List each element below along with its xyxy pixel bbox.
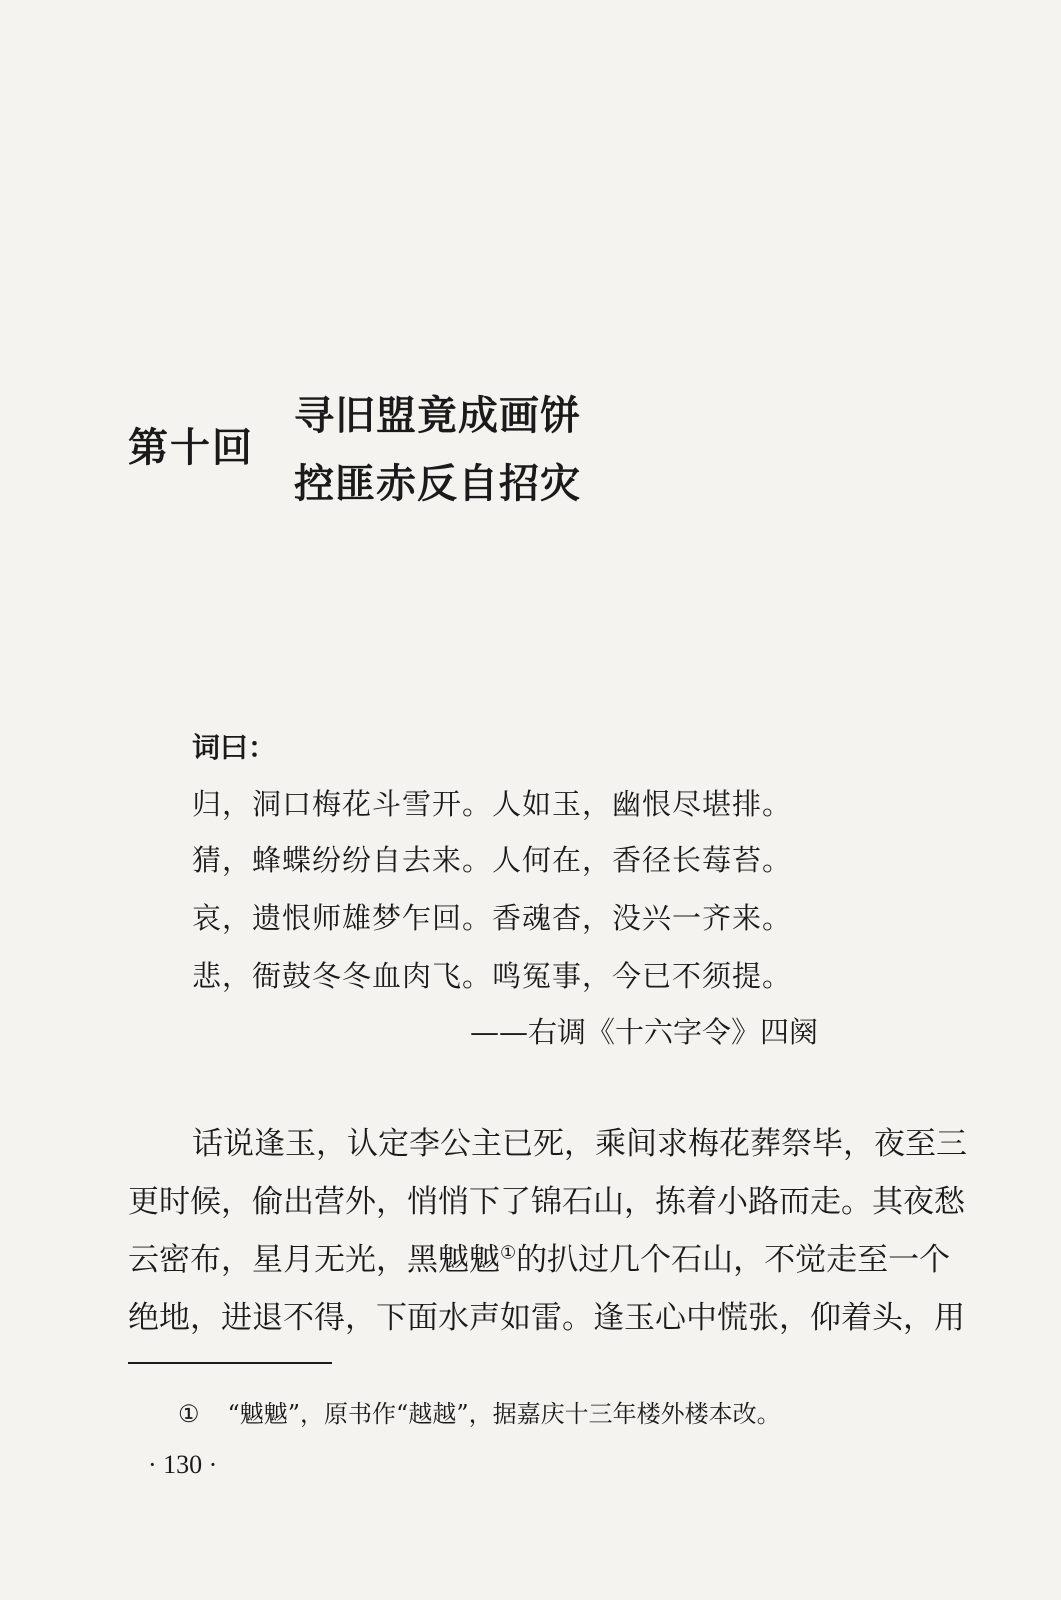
chapter-title-line-2: 控匪赤反自招灾	[294, 461, 581, 507]
prose-line	[128, 1240, 951, 1280]
prose-text: 云密布，星月无光，黑魆魆	[128, 1242, 500, 1278]
footnote-divider	[128, 1362, 332, 1364]
poem-line: 猜，蜂蝶纷纷自去来。人何在，香径长莓苔。	[192, 843, 793, 877]
chapter-title-line-1: 寻旧盟竟成画饼	[294, 393, 581, 439]
prose-line: 话说逢玉，认定李公主已死，乘间求梅花葬祭毕，夜至三	[192, 1126, 967, 1162]
poem-line: 哀，遗恨师雄梦乍回。香魂杳，没兴一齐来。	[192, 901, 793, 935]
footnote-symbol: ①	[178, 1400, 200, 1428]
poem-attribution: ——右调《十六字令》四阕	[470, 1015, 819, 1049]
prose-line: 更时候，偷出营外，悄悄下了锦石山，拣着小路而走。其夜愁	[128, 1184, 965, 1220]
poem-line: 悲，衙鼓冬冬血肉飞。鸣冤事，今已不须提。	[192, 959, 793, 993]
poem-line: 归，洞口梅花斗雪开。人如玉，幽恨尽堪排。	[192, 787, 793, 821]
footnote-text: “魆魆”，原书作“越越”，据嘉庆十三年楼外楼本改。	[227, 1400, 781, 1428]
footnote-reference: ①	[500, 1242, 517, 1264]
prose-line: 绝地，进退不得，下面水声如雷。逢玉心中慌张，仰着头，用	[128, 1300, 965, 1336]
prose-text: 的扒过几个石山，不觉走至一个	[516, 1242, 951, 1278]
chapter-number: 第十回	[128, 425, 254, 471]
footnote	[178, 1398, 781, 1430]
page-number: · 130 ·	[148, 1450, 218, 1479]
poem-intro: 词曰：	[192, 731, 277, 764]
